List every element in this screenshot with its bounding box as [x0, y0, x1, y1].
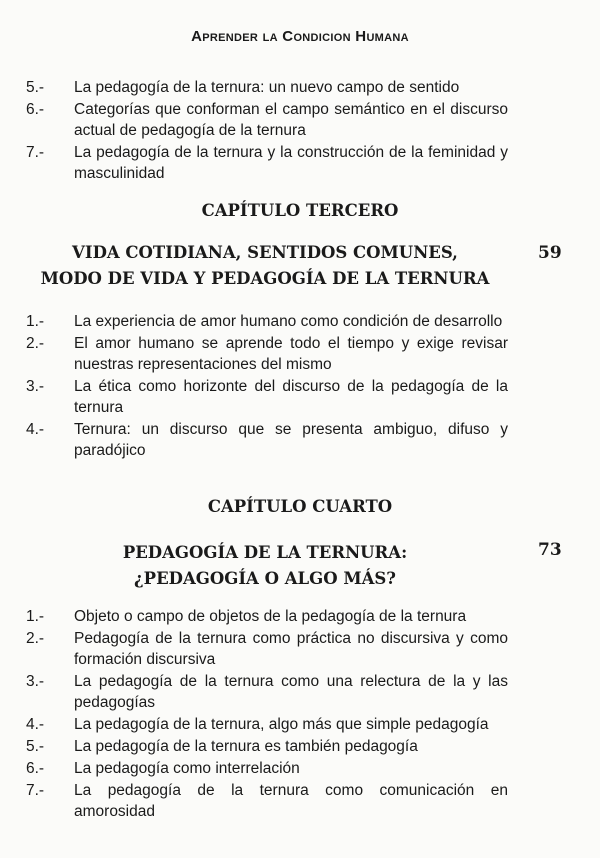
toc-item	[0, 311, 600, 332]
toc-item	[0, 780, 600, 822]
toc-item-text: La pedagogía de la ternura como una relectura de la y las pedagogías	[74, 673, 508, 711]
toc-item	[0, 736, 600, 757]
toc-item-text: La pedagogía de la ternura y la construcción de la feminidad y masculinidad	[74, 144, 508, 182]
chapter-4-page-number: 73	[538, 540, 562, 560]
toc-item-text: Pedagogía de la ternura como práctica no discursiva y como formación discursiva	[74, 630, 508, 668]
toc-item-text: El amor humano se aprende todo el tiempo y exige revisar nuestras representaciones del mismo	[74, 335, 508, 373]
toc-item-number: 3.-	[26, 673, 45, 690]
toc-item	[0, 671, 600, 713]
toc-item-number: 3.-	[26, 378, 45, 395]
toc-item-text: La experiencia de amor humano como condición de desarrollo	[74, 313, 503, 330]
chapter-3-page-number: 59	[538, 243, 562, 263]
toc-item-number: 4.-	[26, 421, 45, 438]
toc-item-number: 2.-	[26, 630, 45, 647]
toc-item	[0, 99, 600, 141]
toc-item-number: 1.-	[26, 313, 45, 330]
toc-item-number: 7.-	[26, 782, 45, 799]
toc-item-text: Objeto o campo de objetos de la pedagogía de la ternura	[74, 608, 467, 625]
toc-item	[0, 77, 600, 98]
chapter-3-label: CAPÍTULO TERCERO	[201, 201, 399, 220]
toc-item	[0, 714, 600, 735]
chapter-3-title	[0, 240, 530, 292]
toc-item	[0, 758, 600, 779]
toc-item-text: Categorías que conforman el campo semántico en el discurso actual de pedagogía de la ternura	[74, 101, 508, 139]
chapter-4-label: CAPÍTULO CUARTO	[207, 497, 393, 516]
toc-list-chapter2-tail	[0, 77, 600, 185]
toc-item-number: 2.-	[26, 335, 45, 352]
toc-item-text: La pedagogía como interrelación	[74, 760, 300, 777]
toc-item	[0, 333, 600, 375]
toc-item-text: La pedagogía de la ternura, algo más que simple pedagogía	[74, 716, 489, 733]
toc-item-number: 5.-	[26, 79, 45, 96]
toc-item-number: 4.-	[26, 716, 45, 733]
toc-list-chapter4	[0, 606, 600, 823]
toc-item	[0, 628, 600, 670]
chapter-4-title-line-2: ¿PEDAGOGÍA O ALGO MÁS?	[134, 569, 396, 588]
toc-item-number: 5.-	[26, 738, 45, 755]
toc-item-number: 7.-	[26, 144, 45, 161]
toc-item	[0, 142, 600, 184]
toc-item	[0, 606, 600, 627]
toc-item-text: La ética como horizonte del discurso de la pedagogía de la ternura	[74, 378, 508, 416]
toc-item-number: 6.-	[26, 760, 45, 777]
toc-item-text: La pedagogía de la ternura es también pedagogía	[74, 738, 418, 755]
chapter-4-title-line-1: PEDAGOGÍA DE LA TERNURA:	[122, 543, 408, 562]
toc-item-text: La pedagogía de la ternura: un nuevo campo de sentido	[74, 79, 460, 96]
chapter-3-title-line-1: VIDA COTIDIANA, SENTIDOS COMUNES,	[72, 243, 458, 262]
chapter-3-title-line-2: MODO DE VIDA Y PEDAGOGÍA DE LA TERNURA	[40, 269, 490, 288]
toc-item-number: 1.-	[26, 608, 45, 625]
chapter-4-title	[0, 540, 530, 592]
page-header: Aprender la Condicion Humana	[191, 28, 409, 45]
toc-item-text: Ternura: un discurso que se presenta ambiguo, difuso y paradójico	[74, 421, 508, 459]
toc-item	[0, 419, 600, 461]
toc-item-number: 6.-	[26, 101, 45, 118]
toc-item-text: La pedagogía de la ternura como comunicación en amorosidad	[74, 782, 508, 820]
toc-list-chapter3	[0, 311, 600, 462]
toc-item	[0, 376, 600, 418]
